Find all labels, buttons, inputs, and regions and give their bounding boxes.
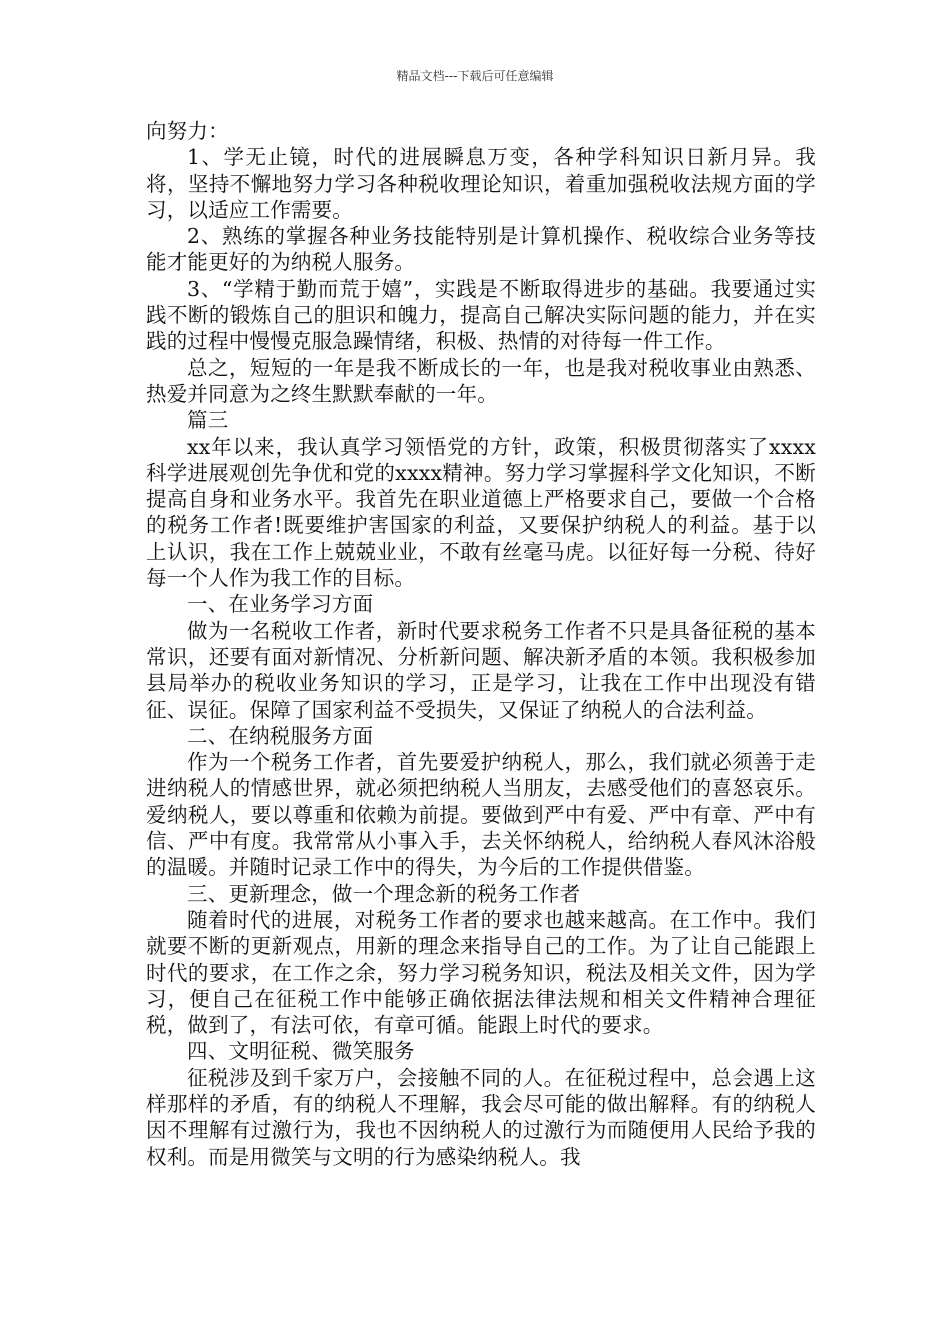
paragraph: xx年以来，我认真学习领悟党的方针，政策，积极贯彻落实了xxxx科学进展观创先争优和党的xxxx精神。努力学习掌握科学文化知识，不断提高自身和业务水平。我首先在职业道德上严格要求自己，要做一个合格的税务工作者!既要维护害国家的利益，又要保护纳税人的利益。基于以上认识，我在工作上兢兢业业，不敢有丝毫马虎。以征好每一分税、待好每一个人作为我工作的目标。 xyxy=(146,434,816,591)
section-heading: 一、在业务学习方面 xyxy=(187,592,374,617)
paragraph: 随着时代的进展，对税务工作者的要求也越来越高。在工作中。我们就要不断的更新观点，用新的理念来指导自己的工作。为了让自己能跟上时代的要求，在工作之余，努力学习税务知识，税法及相关文件，因为学习，便自己在征税工作中能够正确依据法律法规和相关文件精神合理征税，做到了，有法可依，有章可循。能跟上时代的要求。 xyxy=(146,907,816,1038)
paragraph: 2、熟练的掌握各种业务技能特别是计算机操作、税收综合业务等技能才能更好的为纳税人服务。 xyxy=(146,224,816,275)
paragraph: 征税涉及到千家万户，会接触不同的人。在征税过程中，总会遇上这样那样的矛盾，有的纳税人不理解，我会尽可能的做出解释。有的纳税人因不理解有过激行为，我也不因纳税人的过激行为而随便用人民给予我的权利。而是用微笑与文明的行为感染纳税人。我 xyxy=(146,1065,816,1169)
paragraph: 1、学无止镜，时代的进展瞬息万变，各种学科知识日新月异。我将，坚持不懈地努力学习各种税收理论知识，着重加强税收法规方面的学习，以适应工作需要。 xyxy=(146,145,816,222)
page-header: 精品文档---下载后可任意编辑 xyxy=(396,69,554,83)
paragraph: 作为一个税务工作者，首先要爱护纳税人，那么，我们就必须善于走进纳税人的情感世界，就必须把纳税人当朋友，去感受他们的喜怒哀乐。爱纳税人，要以尊重和依赖为前提。要做到严中有爱、严中有章、严中有信、严中有度。我常常从小事入手，去关怀纳税人，给纳税人春风沐浴般的温暖。并随时记录工作中的得失，为今后的工作提供借鉴。 xyxy=(146,750,816,880)
section-heading: 二、在纳税服务方面 xyxy=(187,723,374,748)
paragraph: 3、“学精于勤而荒于嬉”，实践是不断取得进步的基础。我要通过实践不断的锻炼自己的胆识和魄力，提高自己解决实际问题的能力，并在实践的过程中慢慢克服急躁情绪，积极、热情的对待每一件工作。 xyxy=(146,276,816,354)
paragraph: 做为一名税收工作者，新时代要求税务工作者不只是具备征税的基本常识，还要有面对新情况、分析新问题、解决新矛盾的本领。我积极参加县局举办的税收业务知识的学习，正是学习，让我在工作中出现没有错征、误征。保障了国家利益不受损失，又保证了纳税人的合法利益。 xyxy=(146,618,816,722)
document-body xyxy=(146,118,816,1170)
section-heading: 篇三 xyxy=(187,408,229,433)
paragraph: 向努力： xyxy=(146,119,229,143)
section-heading: 三、更新理念，做一个理念新的税务工作者 xyxy=(187,881,581,906)
paragraph: 总之，短短的一年是我不断成长的一年，也是我对税收事业由熟悉、热爱并同意为之终生默默奉献的一年。 xyxy=(146,355,816,406)
section-heading: 四、文明征税、微笑服务 xyxy=(187,1039,415,1064)
